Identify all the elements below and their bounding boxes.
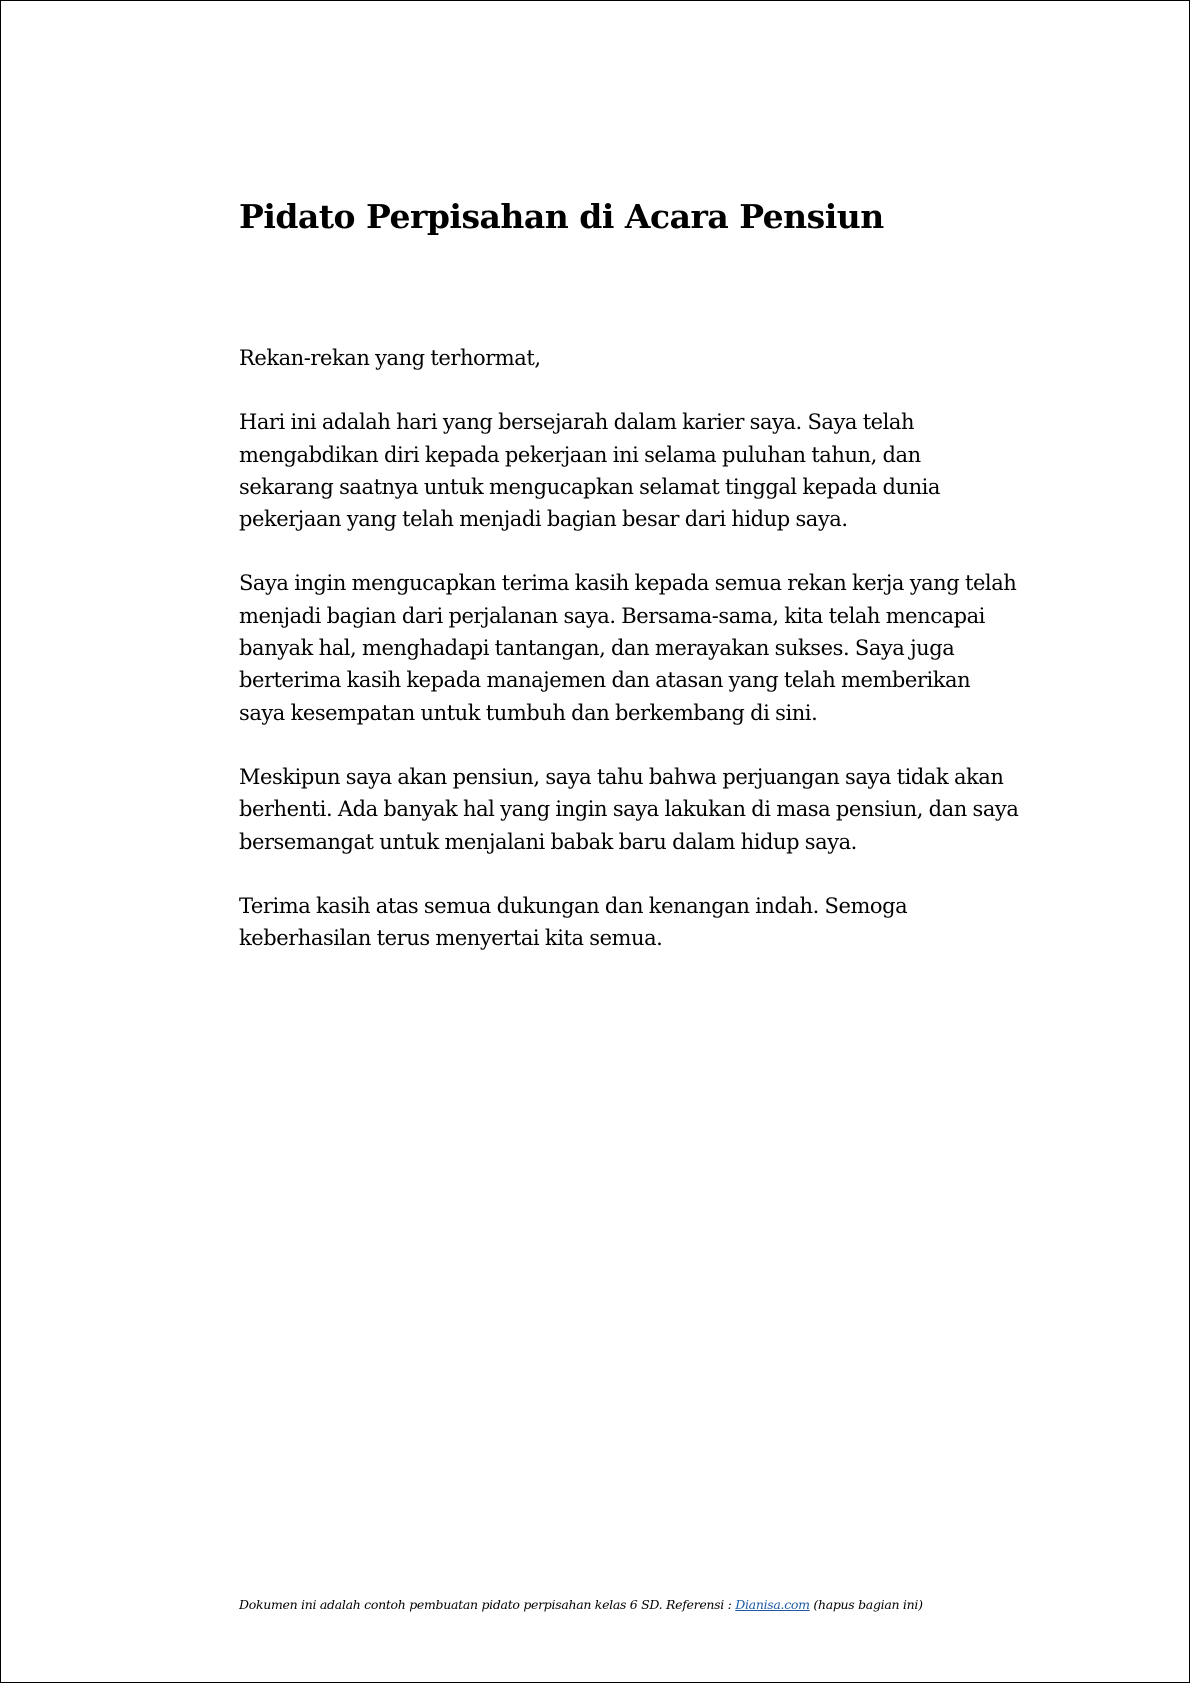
paragraph-3: Meskipun saya akan pensiun, saya tahu bahwa perjuangan saya tidak akan berhenti. Ada banyak hal yang ingin saya lakukan di masa pensiun, dan saya bersemangat untuk menjalani babak baru dalam hidup saya. (239, 764, 1019, 854)
document-content (239, 191, 1019, 986)
paragraph-1: Hari ini adalah hari yang bersejarah dalam karier saya. Saya telah mengabdikan diri kepada pekerjaan ini selama puluhan tahun, dan sekarang saatnya untuk mengucapkan selamat tinggal kepada dunia pekerjaan yang telah menjadi bagian besar dari hidup saya. (239, 410, 941, 532)
footer-suffix: (hapus bagian ini) (809, 1597, 923, 1612)
paragraph-4: Terima kasih atas semua dukungan dan kenangan indah. Semoga keberhasilan terus menyertai kita semua. (239, 893, 908, 951)
paragraph-2: Saya ingin mengucapkan terima kasih kepada semua rekan kerja yang telah menjadi bagian dari perjalanan saya. Bersama-sama, kita telah mencapai banyak hal, menghadapi tantangan, dan merayakan sukses. Saya juga berterima kasih kepada manajemen dan atasan yang telah memberikan saya kesempatan untuk tumbuh dan berkembang di sini. (239, 571, 1017, 725)
footer-note (239, 1596, 999, 1614)
speech-body (239, 342, 1019, 954)
document-title: Pidato Perpisahan di Acara Pensiun (239, 197, 884, 236)
greeting: Rekan-rekan yang terhormat, (239, 346, 541, 370)
footer-text: Dokumen ini adalah contoh pembuatan pidato perpisahan kelas 6 SD. Referensi : (239, 1597, 736, 1612)
reference-link[interactable]: Dianisa.com (735, 1597, 810, 1612)
